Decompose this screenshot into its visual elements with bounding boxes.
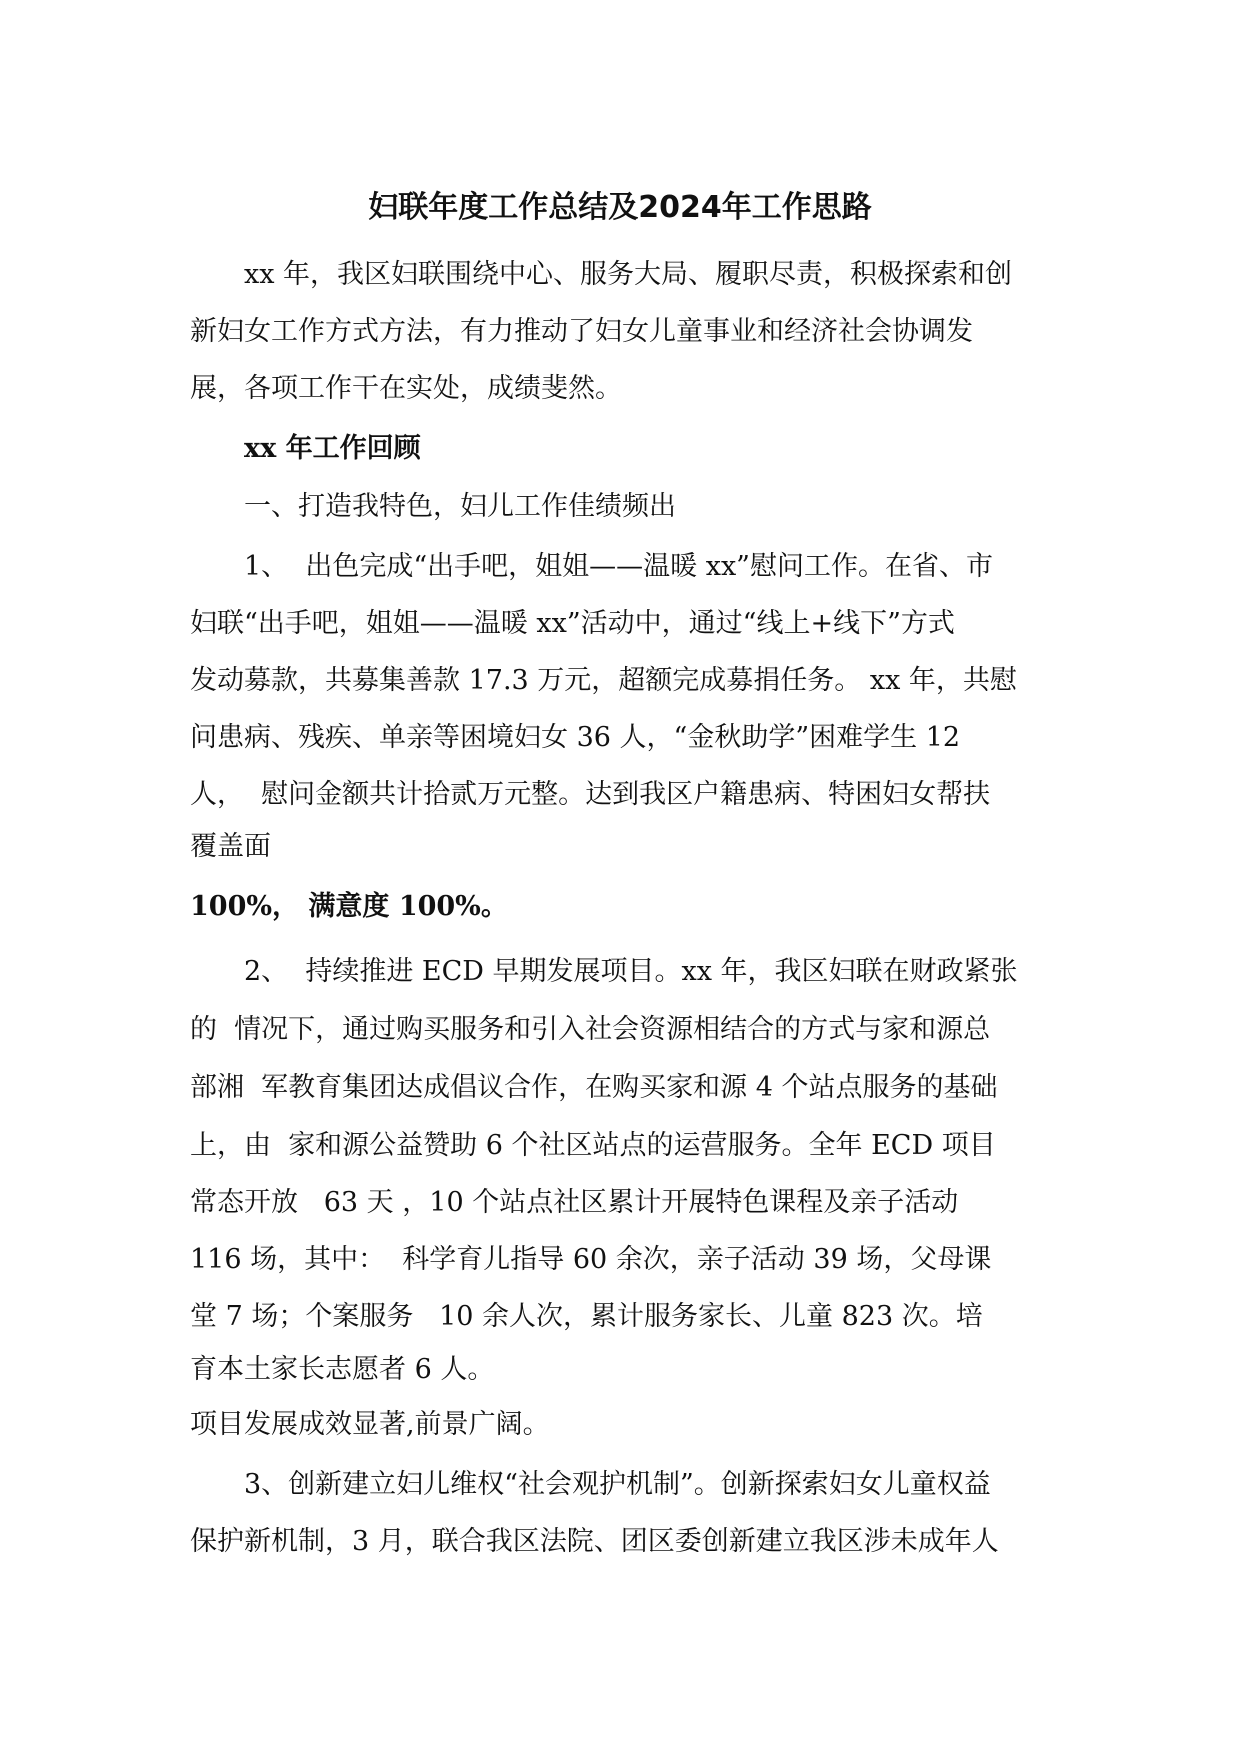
intro-line-1: xx 年，我区妇联围绕中心、服务大局、履职尽责，积极探索和创 [244,259,1013,290]
item2-line-1: 2、 持续推进 ECD 早期发展项目。xx 年，我区妇联在财政紧张 [244,956,1018,987]
item3-line-2: 保护新机制，3 月，联合我区法院、团区委创新建立我区涉未成年人 [190,1526,999,1557]
subheading-1: 一、打造我特色，妇儿工作佳绩频出 [244,491,676,522]
item1-line-3: 发动募款，共募集善款 17.3 万元，超额完成募捐任务。 xx 年，共慰 [190,665,1017,696]
item2-line-3: 部湘 军教育集团达成倡议合作，在购买家和源 4 个站点服务的基础 [190,1072,998,1103]
item2-line-2: 的 情况下，通过购买服务和引入社会资源相结合的方式与家和源总 [190,1014,991,1045]
item1-line-7: 100%， 满意度 100%。 [190,891,508,922]
item2-line-7: 堂 7 场；个案服务 10 余人次，累计服务家长、儿童 823 次。培 [190,1301,983,1332]
item1-line-1: 1、 出色完成“出手吧，姐姐——温暖 xx”慰问工作。在省、市 [244,551,993,582]
item1-line-4: 问患病、残疾、单亲等困境妇女 36 人，“金秋助学”困难学生 12 [190,722,961,753]
intro-line-2: 新妇女工作方式方法，有力推动了妇女儿童事业和经济社会协调发 [190,316,973,347]
section-heading: xx 年工作回顾 [244,433,421,464]
item2-line-4: 上，由 家和源公益赞助 6 个社区站点的运营服务。全年 ECD 项目 [190,1130,996,1161]
item1-line-5: 人， 慰问金额共计拾贰万元整。达到我区户籍患病、特困妇女帮扶 [190,779,991,810]
item1-line-2: 妇联“出手吧，姐姐——温暖 xx”活动中，通过“线上+线下”方式 [190,608,955,639]
intro-line-3: 展，各项工作干在实处，成绩斐然。 [190,373,622,404]
item2-line-9: 项目发展成效显著,前景广阔。 [190,1409,550,1440]
document-title: 妇联年度工作总结及2024年工作思路 [368,190,872,225]
item1-line-6: 覆盖面 [190,831,271,862]
item2-line-6: 116 场，其中： 科学育儿指导 60 余次，亲子活动 39 场，父母课 [190,1244,992,1275]
item3-line-1: 3、创新建立妇儿维权“社会观护机制”。创新探索妇女儿童权益 [244,1469,991,1500]
item2-line-5: 常态开放 63 天 ，10 个站点社区累计开展特色课程及亲子活动 [190,1187,959,1218]
item2-line-8: 育本土家长志愿者 6 人。 [190,1354,495,1385]
